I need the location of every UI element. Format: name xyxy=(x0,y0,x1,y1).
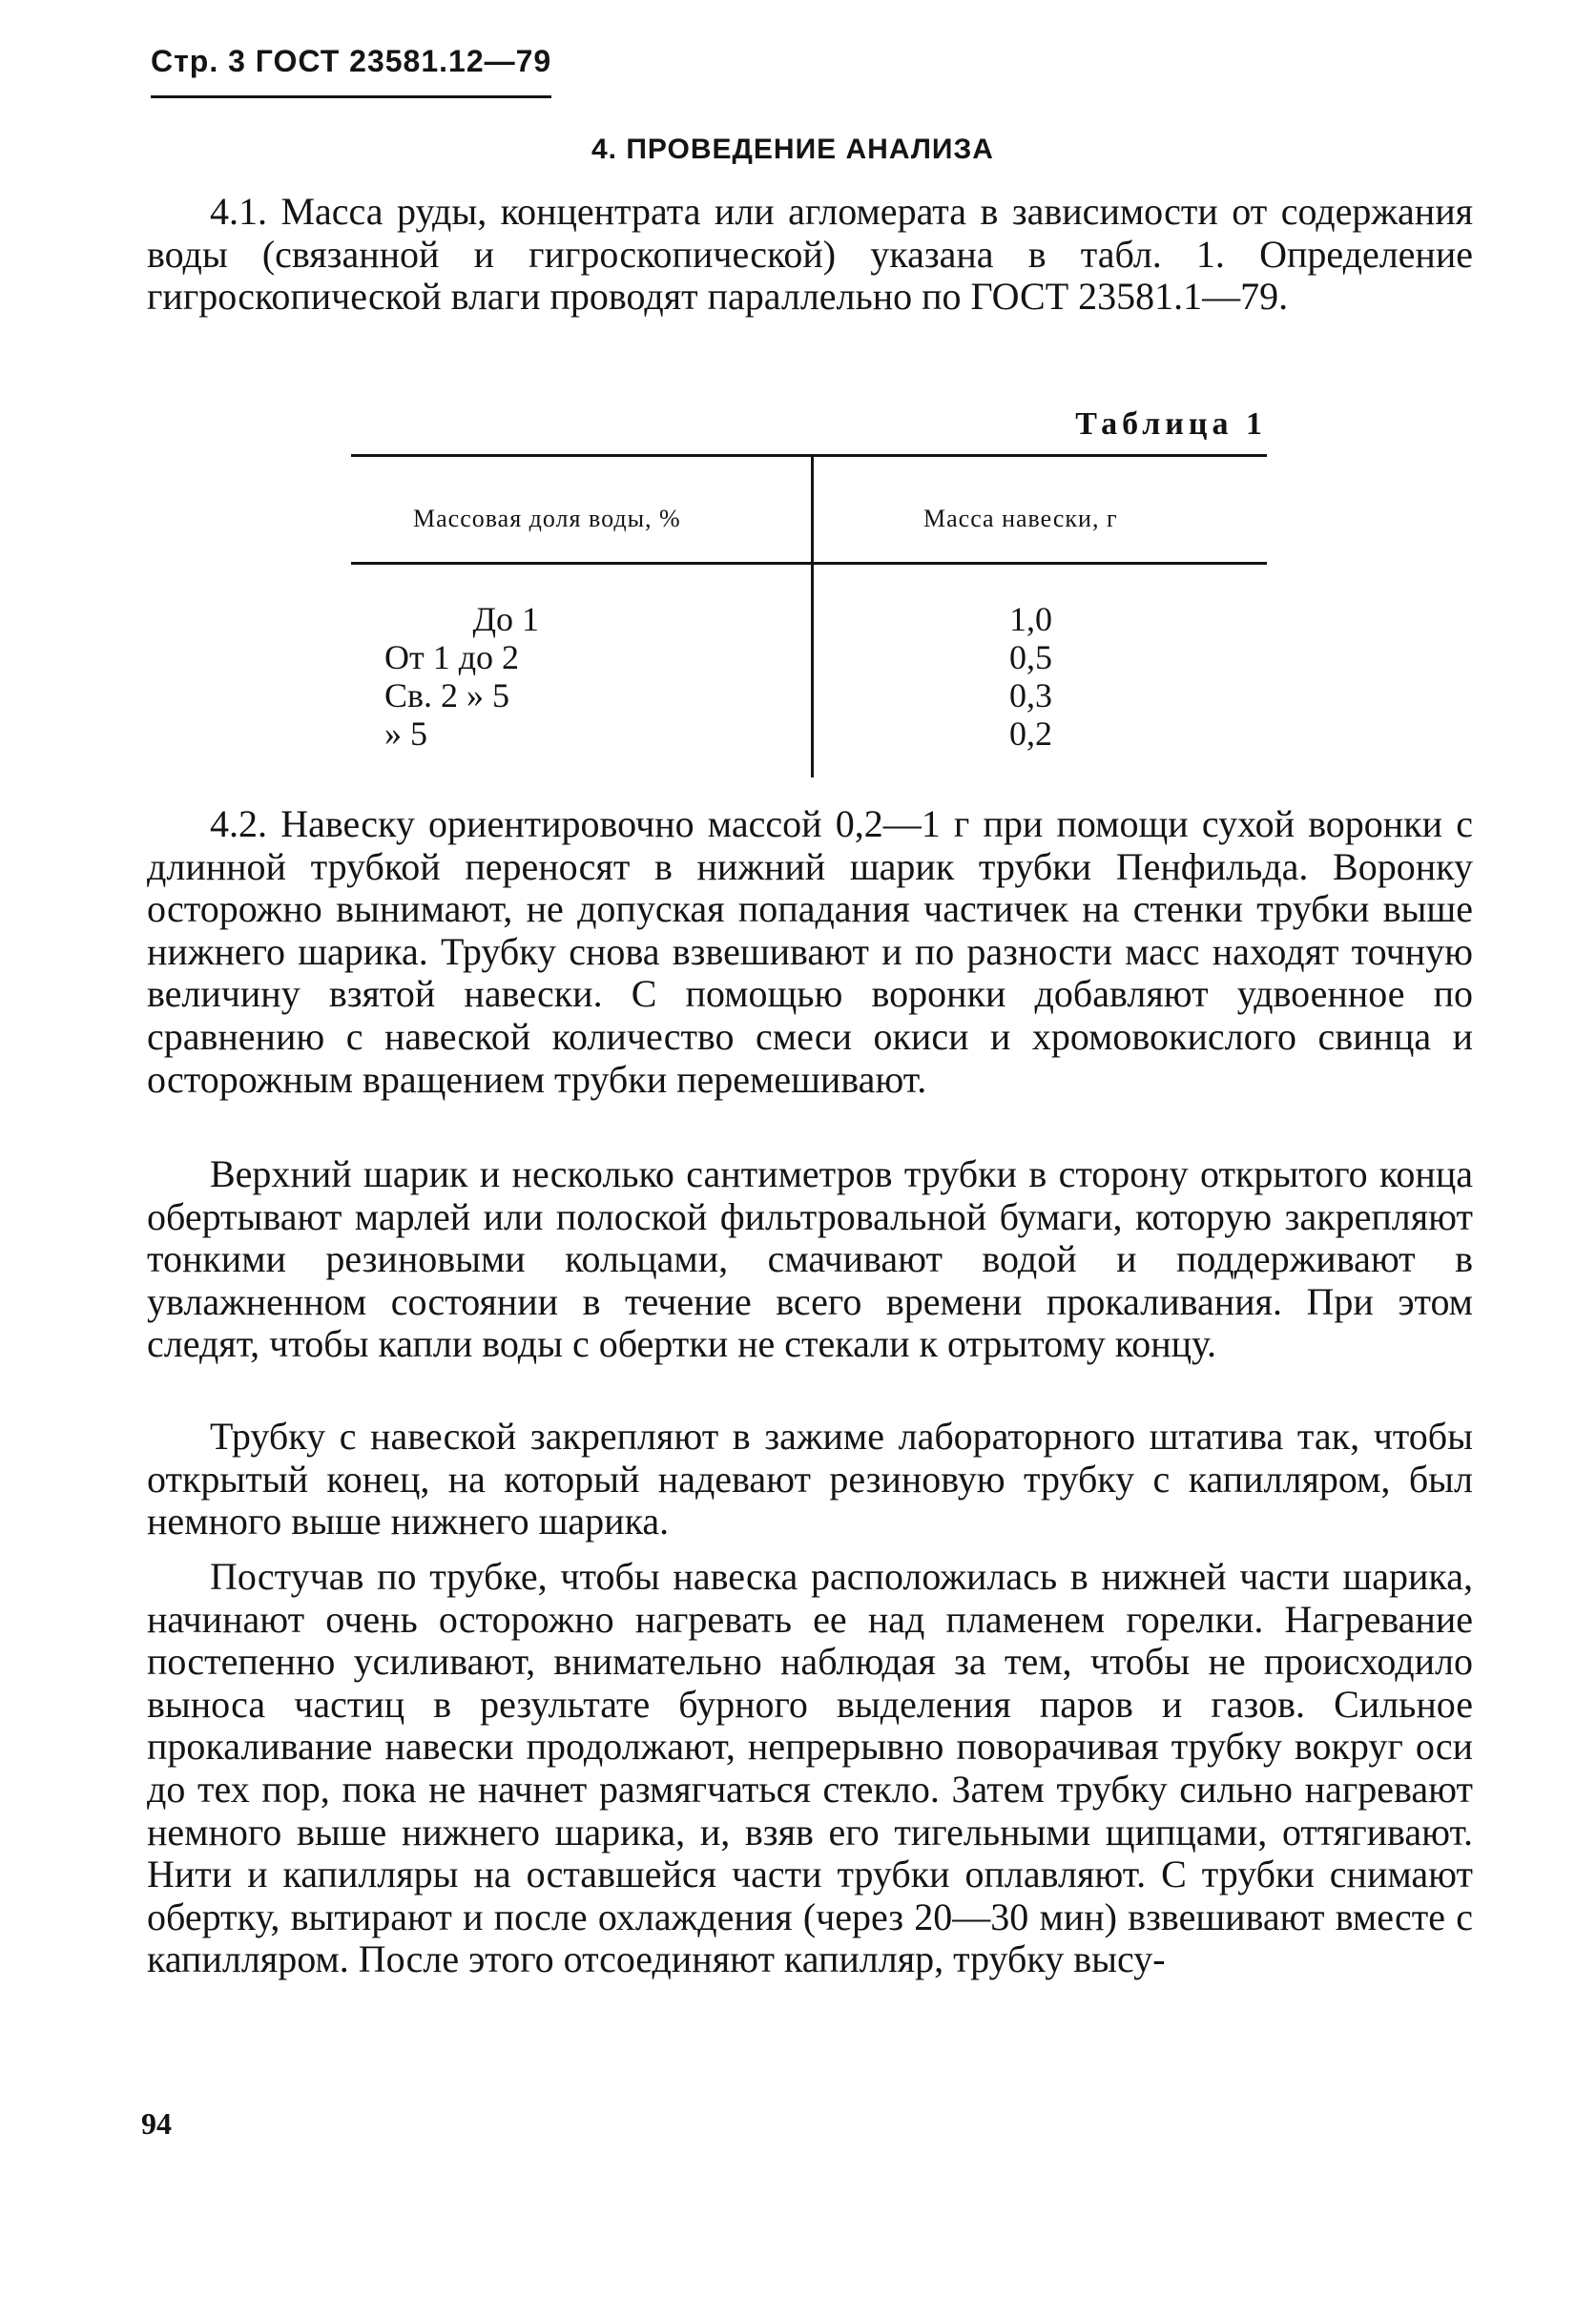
table-cell: До 1 xyxy=(472,600,539,638)
table-caption: Таблица 1 xyxy=(1075,406,1267,442)
section-title: 4. ПРОВЕДЕНИЕ АНАЛИЗА xyxy=(591,134,994,165)
column-header-sample-mass: Масса навески, г xyxy=(923,505,1118,532)
table-cell: 0,2 xyxy=(1009,715,1052,753)
paragraph-wrap-tube: Верхний шарик и несколько сантиметров трубки в сторону открытого конца обертывают марлей или полоской фильтровальной бумаги, которую закрепляют тонкими резиновыми кольцами, смачивают водой и поддерживают в увлажненном состоянии в течение всего времени прокаливания. При этом следят, чтобы капли воды с обертки не стекали к отрытому концу. xyxy=(147,1152,1473,1366)
sample-mass-column xyxy=(1009,600,1052,753)
paragraph-4-2: 4.2. Навеску ориентировочно массой 0,2—1 г при помощи сухой воронки с длинной трубкой переносят в нижний шарик трубки Пенфильда. Воронку осторожно вынимают, не допуская попадания частичек на стенки трубки выше нижнего шарика. Трубку снова взвешивают и по разности масс находят точную величину взятой навески. С помощью воронки добавляют удвоенное по сравнению с навеской количество смеси окиси и хромовокислого свинца и осторожным вращением трубки перемешивают. xyxy=(147,802,1473,1101)
paragraph-clamp-tube: Трубку с навеской закрепляют в зажиме лабораторного штатива так, чтобы открытый конец, на который надевают резиновую трубку с капилляром, был немного выше нижнего шарика. xyxy=(147,1415,1473,1543)
table-cell: 0,3 xyxy=(1009,676,1052,715)
header-rule-line xyxy=(351,562,1267,565)
table-cell: 1,0 xyxy=(1009,600,1052,638)
paragraph-4-1: 4.1. Масса руды, концентрата или агломерата в зависимости от содержания воды (связанной и гигроскопической) указана в табл. 1. Определение гигроскопической влаги проводят параллельно по ГОСТ 23581.1—79. xyxy=(147,190,1473,319)
page-header: Стр. 3 ГОСТ 23581.12—79 xyxy=(151,44,552,78)
table-cell: » 5 xyxy=(384,715,427,753)
paragraph-heating: Постучав по трубке, чтобы навеска расположилась в нижней части шарика, начинают очень осторожно нагревать ее над пламенем горелки. Нагревание постепенно усиливают, внимательно наблюдая за тем, чтобы не происходило выноса частиц в результате бурного выделения паров и газов. Сильное прокаливание навески продолжают, непрерывно поворачивая трубку вокруг оси до тех пор, пока не начнет размягчаться стекло. Затем трубку сильно нагревают немного выше нижнего шарика, и, взяв его тигельными щипцами, оттягивают. Нити и капилляры на оставшейся части трубки оплавляют. С трубки снимают обертку, вытирают и после охлаждения (через 20—30 мин) взвешивают вместе с капилляром. После этого отсоединяют капилляр, трубку высу- xyxy=(147,1555,1473,1981)
table-1 xyxy=(351,454,1267,777)
table-cell: От 1 до 2 xyxy=(384,638,520,676)
page-number: 94 xyxy=(141,2106,172,2141)
column-header-water-fraction: Массовая доля воды, % xyxy=(413,505,681,532)
water-fraction-column xyxy=(384,600,566,753)
table-cell: 0,5 xyxy=(1009,638,1052,676)
column-divider xyxy=(811,457,814,777)
table-cell: Св. 2 » 5 xyxy=(384,676,510,715)
header-rule xyxy=(151,95,551,98)
